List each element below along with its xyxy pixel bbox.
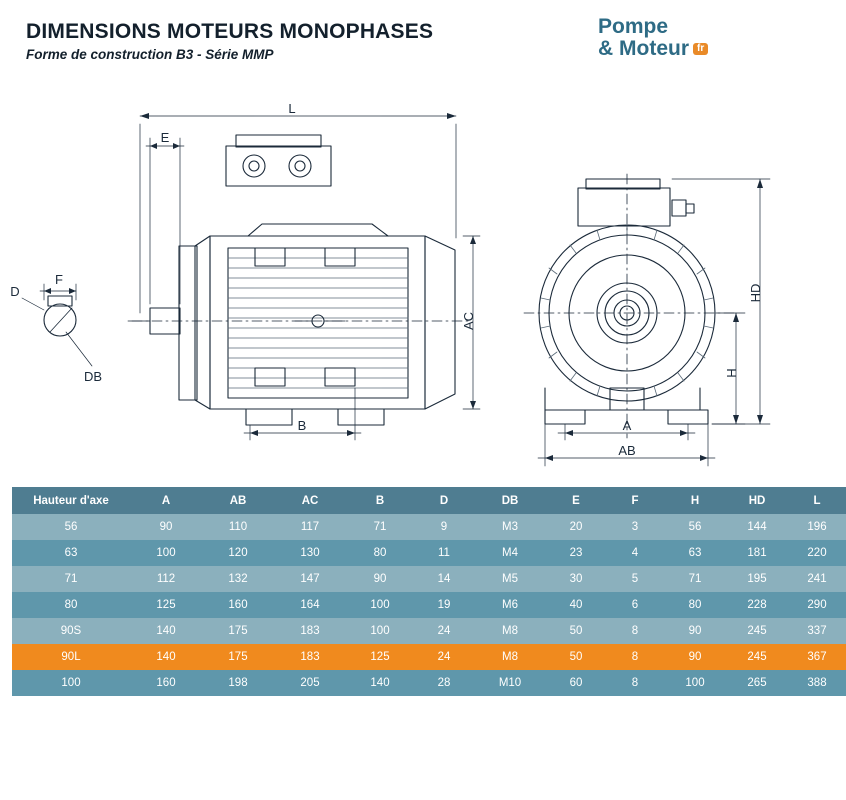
dimensions-table-wrapper [12,487,827,696]
cell-f: 6 [606,592,664,618]
cell-hauteur-daxe: 90L [12,644,130,670]
cell-d: 19 [414,592,474,618]
cell-hauteur-daxe: 90S [12,618,130,644]
table-header-row [12,487,846,514]
cell-db: M6 [474,592,546,618]
cell-ab: 160 [202,592,274,618]
cell-b: 140 [346,670,414,696]
cell-hd: 245 [726,644,788,670]
dim-label-DB: DB [83,369,103,384]
table-body [12,514,846,696]
column-header-hd: HD [726,487,788,514]
cell-ac: 183 [274,644,346,670]
cell-hauteur-daxe: 100 [12,670,130,696]
column-header-a: A [130,487,202,514]
dim-label-L: L [288,101,296,116]
cell-b: 125 [346,644,414,670]
cell-b: 100 [346,618,414,644]
cell-e: 30 [546,566,606,592]
column-header-hauteur-daxe: Hauteur d'axe [12,487,130,514]
cell-l: 388 [788,670,846,696]
cell-f: 8 [606,644,664,670]
cell-a: 125 [130,592,202,618]
cell-e: 50 [546,644,606,670]
cell-d: 11 [414,540,474,566]
logo-country-badge: fr [693,43,708,55]
page-header [26,20,646,62]
cell-e: 40 [546,592,606,618]
cell-f: 8 [606,670,664,696]
cell-a: 112 [130,566,202,592]
dim-label-D: D [10,284,20,299]
cell-ab: 198 [202,670,274,696]
cell-a: 90 [130,514,202,540]
column-header-ac: AC [274,487,346,514]
cell-hd: 144 [726,514,788,540]
cell-ac: 147 [274,566,346,592]
cell-ac: 117 [274,514,346,540]
cell-b: 90 [346,566,414,592]
cell-hd: 265 [726,670,788,696]
cell-l: 220 [788,540,846,566]
table-row [12,670,846,696]
column-header-db: DB [474,487,546,514]
cell-db: M10 [474,670,546,696]
cell-e: 60 [546,670,606,696]
cell-h: 63 [664,540,726,566]
column-header-d: D [414,487,474,514]
cell-db: M3 [474,514,546,540]
cell-hauteur-daxe: 56 [12,514,130,540]
cell-a: 140 [130,618,202,644]
dim-label-E: E [160,130,170,145]
cell-ac: 205 [274,670,346,696]
cell-hauteur-daxe: 80 [12,592,130,618]
dim-label-A: A [622,418,632,433]
cell-ac: 164 [274,592,346,618]
cell-l: 367 [788,644,846,670]
cell-db: M5 [474,566,546,592]
cell-a: 160 [130,670,202,696]
table-row [12,592,846,618]
cell-a: 100 [130,540,202,566]
cell-db: M8 [474,644,546,670]
cell-f: 8 [606,618,664,644]
column-header-f: F [606,487,664,514]
page-subtitle: Forme de construction B3 - Série MMP [26,47,274,62]
cell-f: 4 [606,540,664,566]
cell-db: M8 [474,618,546,644]
cell-db: M4 [474,540,546,566]
dim-label-HD: HD [748,283,763,303]
logo-line-1: Pompe [598,15,669,38]
table-header [12,487,846,514]
dim-label-H: H [724,368,739,378]
dim-label-AC: AC [461,311,476,331]
cell-l: 290 [788,592,846,618]
cell-b: 100 [346,592,414,618]
cell-hd: 181 [726,540,788,566]
cell-d: 24 [414,618,474,644]
cell-l: 241 [788,566,846,592]
dim-label-B: B [297,418,307,433]
cell-h: 71 [664,566,726,592]
technical-drawing [0,88,800,478]
dim-label-AB: AB [618,443,636,458]
cell-d: 14 [414,566,474,592]
page-title: DIMENSIONS MOTEURS MONOPHASES [26,20,434,43]
cell-hauteur-daxe: 63 [12,540,130,566]
column-header-h: H [664,487,726,514]
cell-ab: 132 [202,566,274,592]
cell-e: 50 [546,618,606,644]
cell-ab: 175 [202,644,274,670]
dim-label-F: F [55,272,63,287]
cell-hauteur-daxe: 71 [12,566,130,592]
column-header-e: E [546,487,606,514]
column-header-l: L [788,487,846,514]
column-header-b: B [346,487,414,514]
table-row [12,514,846,540]
cell-d: 9 [414,514,474,540]
cell-f: 3 [606,514,664,540]
cell-ab: 110 [202,514,274,540]
cell-h: 80 [664,592,726,618]
cell-l: 337 [788,618,846,644]
cell-e: 23 [546,540,606,566]
table-row [12,566,846,592]
cell-d: 28 [414,670,474,696]
cell-ab: 175 [202,618,274,644]
cell-ab: 120 [202,540,274,566]
cell-h: 90 [664,618,726,644]
brand-logo [598,16,778,60]
table-row [12,618,846,644]
cell-ac: 130 [274,540,346,566]
column-header-ab: AB [202,487,274,514]
cell-hd: 245 [726,618,788,644]
cell-b: 80 [346,540,414,566]
table-row-highlighted [12,644,846,670]
cell-h: 100 [664,670,726,696]
cell-f: 5 [606,566,664,592]
cell-b: 71 [346,514,414,540]
table-row [12,540,846,566]
cell-hd: 228 [726,592,788,618]
cell-h: 90 [664,644,726,670]
cell-l: 196 [788,514,846,540]
cell-h: 56 [664,514,726,540]
cell-d: 24 [414,644,474,670]
dimensions-table [12,487,846,696]
cell-e: 20 [546,514,606,540]
cell-ac: 183 [274,618,346,644]
logo-line-2: & Moteur [598,37,689,61]
cell-hd: 195 [726,566,788,592]
cell-a: 140 [130,644,202,670]
